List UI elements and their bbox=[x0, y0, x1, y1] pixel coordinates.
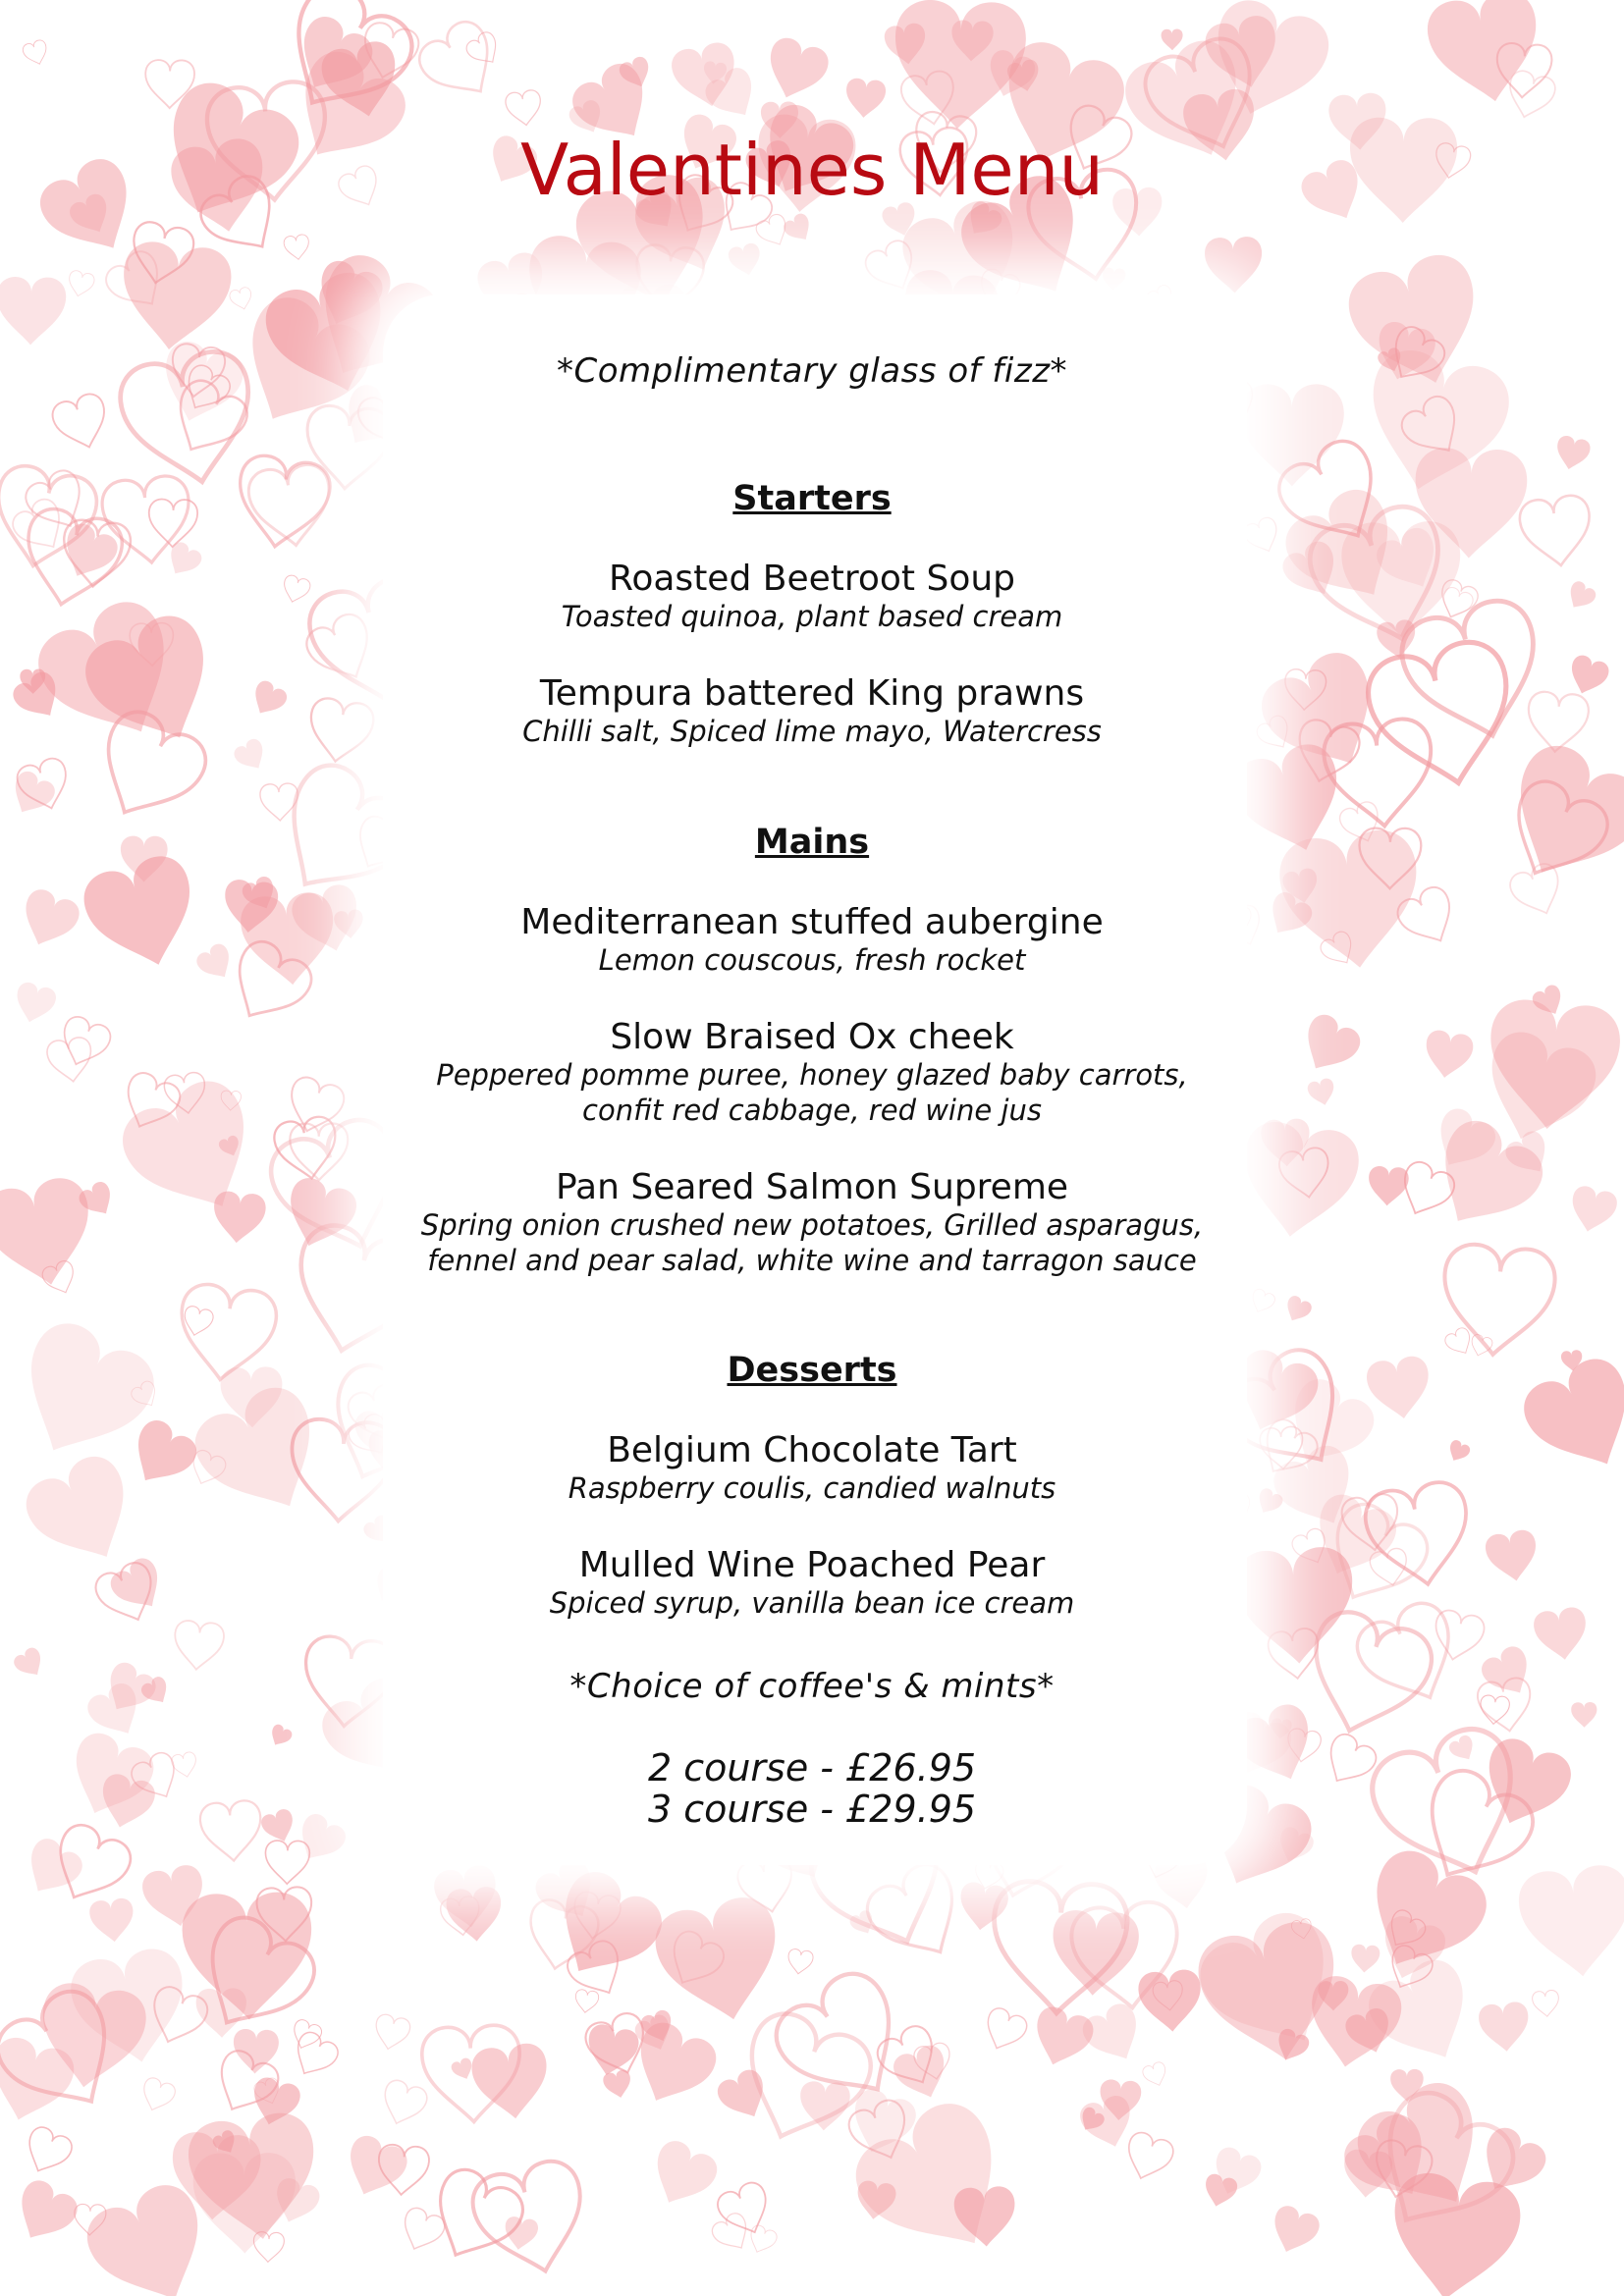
outro-note: *Choice of coffee's & mints* bbox=[569, 1667, 1055, 1706]
dish-name: Pan Seared Salmon Supreme bbox=[555, 1167, 1069, 1207]
dish-description: Spiced syrup, vanilla bean ice cream bbox=[549, 1586, 1075, 1620]
dish-description: Peppered pomme puree, honey glazed baby carrots, bbox=[436, 1058, 1188, 1092]
price-three-course: 3 course - £29.95 bbox=[647, 1788, 977, 1831]
dish-name: Slow Braised Ox cheek bbox=[610, 1017, 1014, 1057]
price-two-course: 2 course - £26.95 bbox=[647, 1746, 977, 1789]
section-heading-starters: Starters bbox=[732, 479, 892, 518]
section-heading-mains: Mains bbox=[754, 823, 870, 862]
page-title: Valentines Menu bbox=[520, 129, 1104, 211]
dish-description: Spring onion crushed new potatoes, Grilled asparagus, bbox=[420, 1208, 1204, 1242]
dish-description: Lemon couscous, fresh rocket bbox=[598, 943, 1026, 977]
dish-name: Mulled Wine Poached Pear bbox=[578, 1545, 1046, 1585]
dish-name: Roasted Beetroot Soup bbox=[608, 559, 1016, 599]
dish-description: Toasted quinoa, plant based cream bbox=[561, 600, 1063, 633]
dish-description-line2: fennel and pear salad, white wine and tarragon sauce bbox=[427, 1244, 1197, 1277]
dish-description: Chilli salt, Spiced lime mayo, Watercress bbox=[522, 715, 1102, 748]
section-heading-desserts: Desserts bbox=[727, 1351, 897, 1390]
dish-name: Mediterranean stuffed aubergine bbox=[520, 902, 1104, 942]
dish-name: Belgium Chocolate Tart bbox=[607, 1430, 1017, 1470]
dish-description: Raspberry coulis, candied walnuts bbox=[568, 1471, 1056, 1505]
intro-note: *Complimentary glass of fizz* bbox=[556, 351, 1068, 391]
dish-description-line2: confit red cabbage, red wine jus bbox=[582, 1094, 1042, 1127]
dish-name: Tempura battered King prawns bbox=[539, 673, 1085, 714]
